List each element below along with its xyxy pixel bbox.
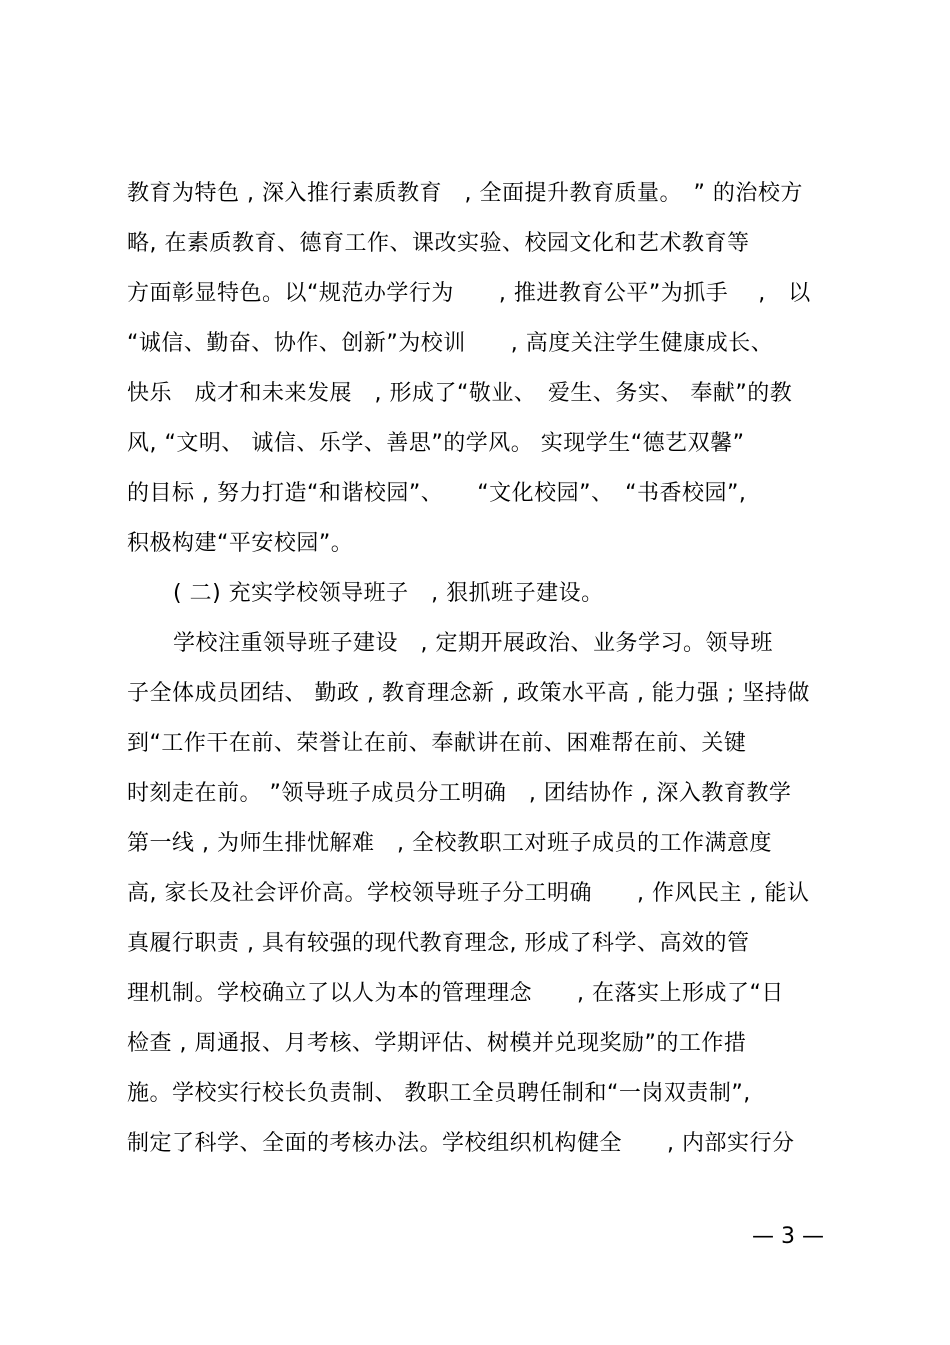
text-line: 积极构建“平安校园”。 (127, 531, 354, 556)
text-line: 子全体成员团结、 勤政 , 教育理念新 , 政策水平高 , 能力强 ; 坚持做 (127, 681, 810, 706)
text-line: 第一线 , 为师生排忧解难 , 全校教职工对班子成员的工作满意度 (127, 831, 772, 856)
text-line: 施。学校实行校长负责制、 教职工全员聘任制和“一岗双责制”, (127, 1081, 751, 1106)
text-line: 的目标 , 努力打造“和谐校园”、 “文化校园”、 “书香校园”, (127, 481, 747, 506)
text-line: 方面彰显特色。以“规范办学行为 , 推进教育公平”为抓手 , 以 (127, 281, 811, 306)
text-line: 略, 在素质教育、德育工作、课改实验、校园文化和艺术教育等 (127, 231, 750, 256)
text-line: 风, “文明、 诚信、乐学、善思”的学风。 实现学生“德艺双馨” (127, 431, 745, 456)
text-line: “诚信、勤奋、协作、创新”为校训 , 高度关注学生健康成长、 (127, 331, 774, 356)
text-line: 教育为特色 , 深入推行素质教育 , 全面提升教育质量。 ” 的治校方 (127, 181, 803, 206)
text-line: 检查 , 周通报、月考核、学期评估、树模并兑现奖励”的工作措 (127, 1031, 747, 1056)
section-heading: ( 二) 充实学校领导班子 , 狠抓班子建设。 (173, 581, 604, 606)
page-number: — 3 — (752, 1224, 824, 1249)
text-line: 真履行职责 , 具有较强的现代教育理念, 形成了科学、高效的管 (127, 931, 750, 956)
text-line: 快乐 成才和未来发展 , 形成了“敬业、 爱生、务实、 奉献”的教 (127, 381, 793, 406)
text-line: 到“工作干在前、荣誉让在前、奉献讲在前、困难帮在前、关键 (127, 731, 747, 756)
text-line: 理机制。学校确立了以人为本的管理理念 , 在落实上形成了“日 (127, 981, 784, 1006)
text-line: 时刻走在前。 ”领导班子成员分工明确 , 团结协作 , 深入教育教学 (127, 781, 792, 806)
text-line: 高, 家长及社会评价高。学校领导班子分工明确 , 作风民主 , 能认 (127, 881, 810, 906)
text-line: 制定了科学、全面的考核办法。学校组织机构健全 , 内部实行分 (127, 1131, 795, 1156)
text-line: 学校注重领导班子建设 , 定期开展政治、业务学习。领导班 (173, 631, 773, 656)
